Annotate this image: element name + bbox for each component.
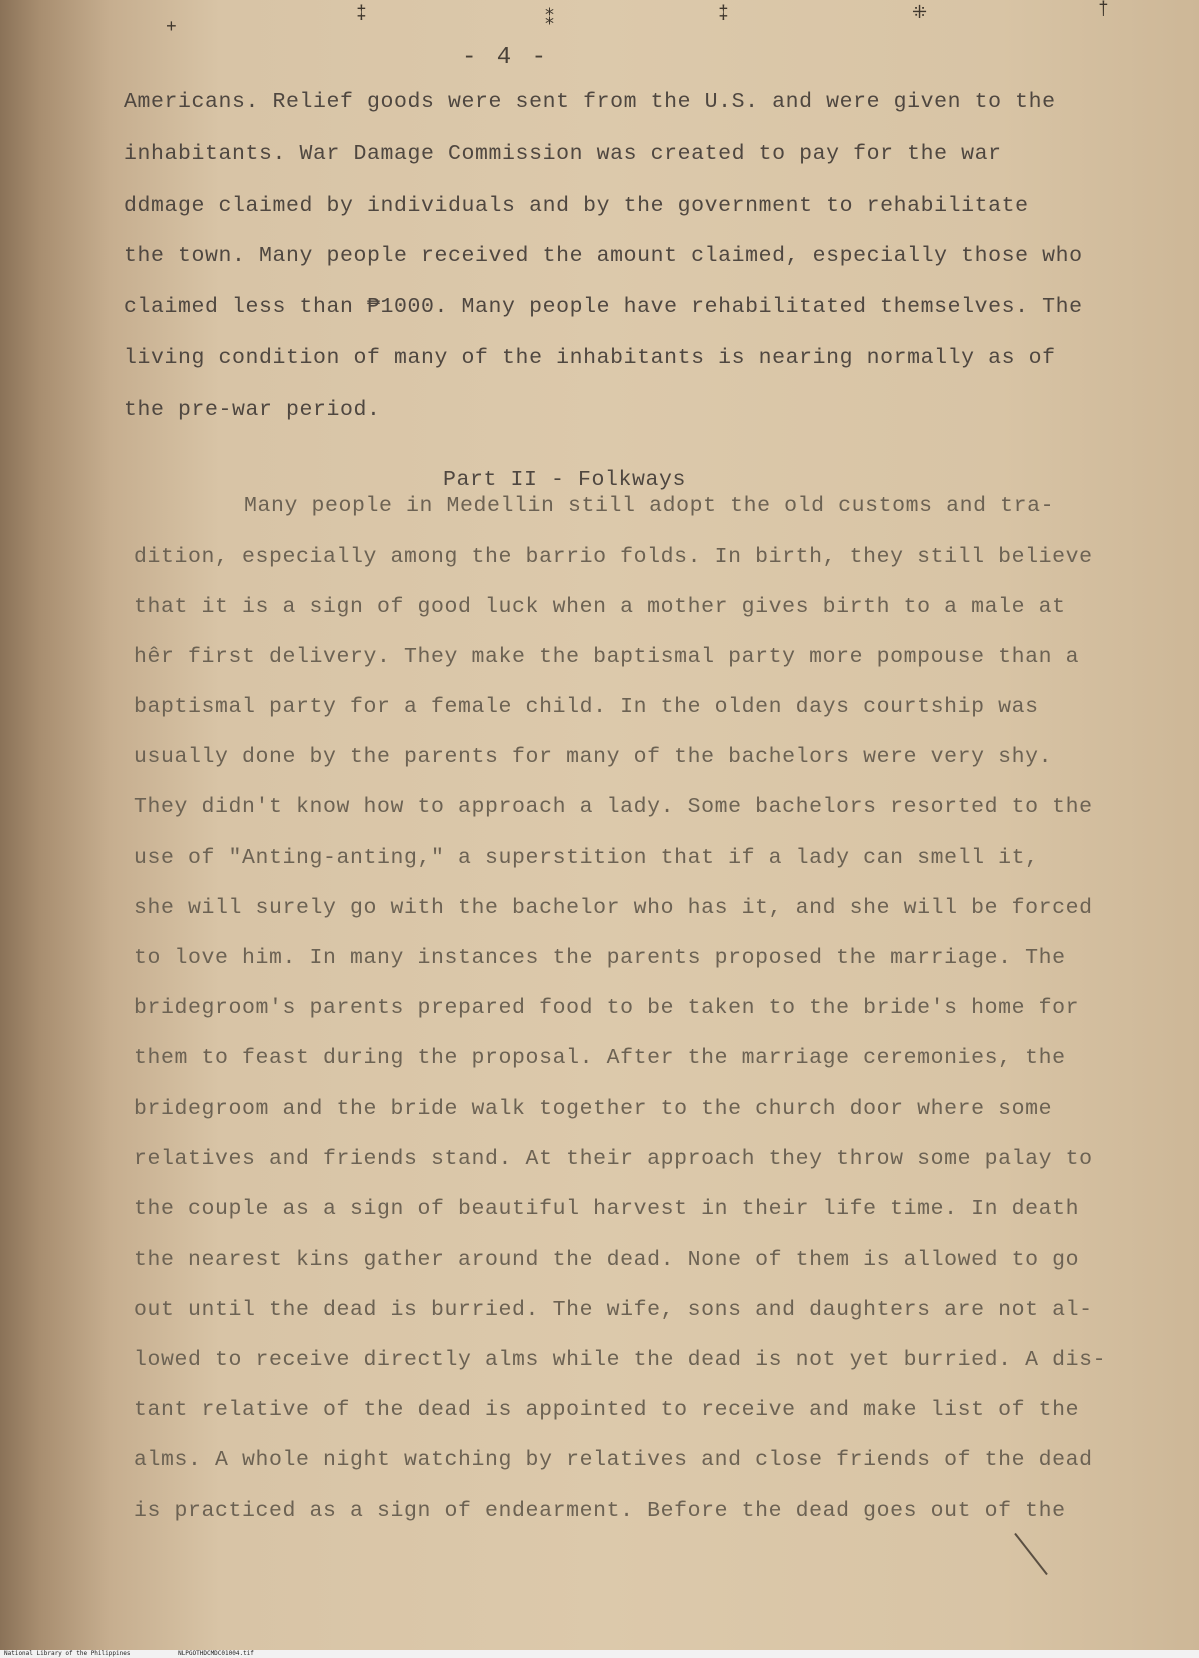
text-line: lowed to receive directly alms while the dead is not yet burried. A dis- (134, 1348, 1107, 1372)
text-line: that it is a sign of good luck when a mother gives birth to a male at (134, 595, 1066, 619)
text-line: alms. A whole night watching by relatives and close friends of the dead (134, 1448, 1093, 1472)
binding-mark: ‡ (356, 4, 367, 24)
binding-mark: ‡ (718, 4, 729, 24)
footer-file-id: NLPGOTHDCMDC01004.tif (178, 1650, 254, 1657)
text-line: she will surely go with the bachelor who has it, and she will be forced (134, 896, 1093, 920)
text-line: to love him. In many instances the parents proposed the marriage. The (134, 946, 1066, 970)
binding-mark: ⁜ (912, 4, 928, 24)
footer-source: National Library of the Philippines (4, 1650, 131, 1657)
text-line: relatives and friends stand. At their approach they throw some palay to (134, 1147, 1093, 1171)
text-line: baptismal party for a female child. In the olden days courtship was (134, 695, 1039, 719)
text-line: ddmage claimed by individuals and by the government to rehabilitate (124, 194, 1029, 218)
pen-stroke-mark (1014, 1533, 1048, 1575)
binding-mark: + (166, 18, 177, 38)
text-line: the pre-war period. (124, 398, 381, 422)
text-line: tant relative of the dead is appointed to receive and make list of the (134, 1398, 1080, 1422)
scan-footer (0, 1650, 1199, 1658)
binding-mark: ⁑ (545, 10, 554, 30)
text-line: them to feast during the proposal. After the marriage ceremonies, the (134, 1046, 1066, 1070)
text-line: use of "Anting-anting," a superstition that if a lady can smell it, (134, 846, 1039, 870)
binding-mark: † (1098, 0, 1109, 20)
text-line: inhabitants. War Damage Commission was created to pay for the war (124, 142, 1002, 166)
text-line: dition, especially among the barrio folds. In birth, they still believe (134, 545, 1093, 569)
text-line: out until the dead is burried. The wife, sons and daughters are not al- (134, 1298, 1093, 1322)
text-line: the nearest kins gather around the dead. None of them is allowed to go (134, 1248, 1080, 1272)
text-line: the town. Many people received the amount claimed, especially those who (124, 244, 1083, 268)
text-line: living condition of many of the inhabitants is nearing normally as of (124, 346, 1056, 370)
text-line: bridegroom's parents prepared food to be taken to the bride's home for (134, 996, 1080, 1020)
text-line: the couple as a sign of beautiful harvest in their life time. In death (134, 1197, 1080, 1221)
text-line: Many people in Medellin still adopt the old customs and tra- (244, 494, 1055, 518)
text-line: usually done by the parents for many of the bachelors were very shy. (134, 745, 1053, 769)
text-line: They didn't know how to approach a lady. Some bachelors resorted to the (134, 795, 1093, 819)
text-line: bridegroom and the bride walk together to the church door where some (134, 1097, 1053, 1121)
text-line: claimed less than ₱1000. Many people have rehabilitated themselves. The (124, 295, 1083, 319)
text-line: Americans. Relief goods were sent from the U.S. and were given to the (124, 90, 1056, 114)
page-number: - 4 - (462, 44, 550, 71)
text-line: hêr first delivery. They make the baptismal party more pompouse than a (134, 645, 1080, 669)
section-heading: Part II - Folkways (443, 468, 687, 492)
text-line: is practiced as a sign of endearment. Before the dead goes out of the (134, 1499, 1066, 1523)
